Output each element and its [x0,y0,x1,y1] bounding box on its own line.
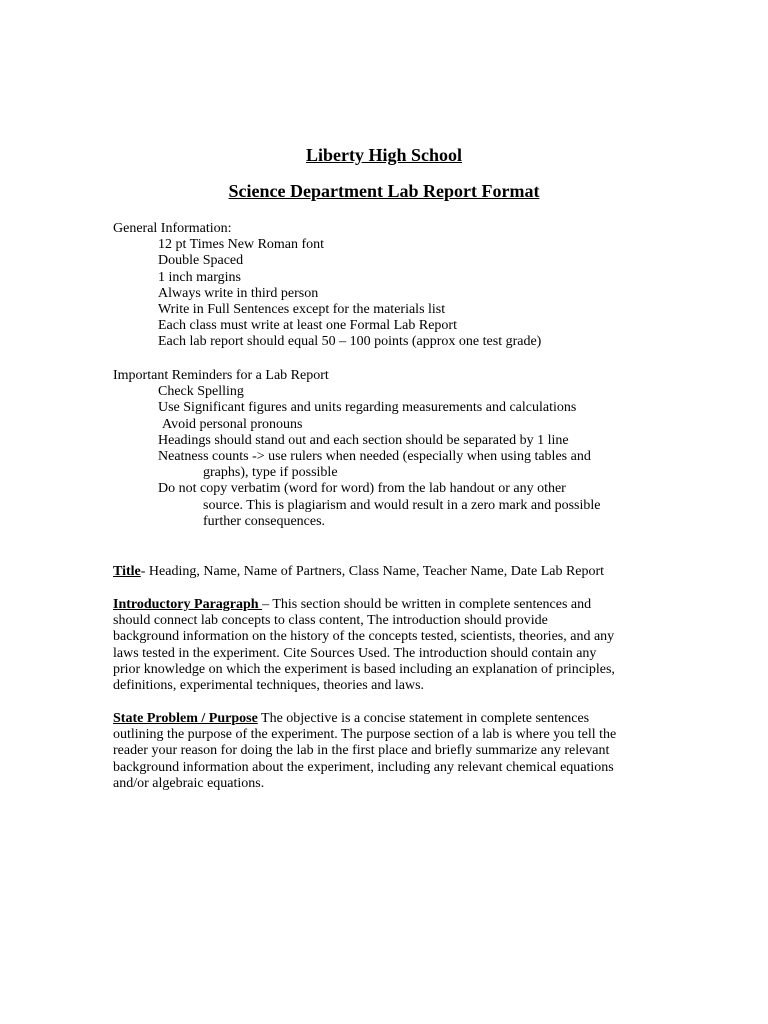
purpose-label: State Problem / Purpose [113,711,258,726]
list-item: Check Spelling [158,384,244,400]
paragraph-line: The objective is a concise statement in complete sentences [257,711,590,726]
paragraph-line: outlining the purpose of the experiment. The purpose section of a lab is where you tell the [113,727,617,743]
paragraph-line: reader your reason for doing the lab in the first place and briefly summarize any relevant [113,743,610,759]
list-item: Double Spaced [158,253,244,269]
list-item-continuation: graphs), type if possible [203,465,338,481]
list-item: Headings should stand out and each section should be separated by 1 line [158,432,569,448]
department-title: Science Department Lab Report Format [228,181,540,201]
list-item: 1 inch margins [158,269,241,285]
important-reminders-section [113,368,673,530]
list-item: Use Significant figures and units regarding measurements and calculations [158,400,577,416]
important-reminders-heading: Important Reminders for a Lab Report [113,368,329,383]
list-item: Neatness counts -> use rulers when needed (especially when using tables and [158,449,591,465]
paragraph-line: laws tested in the experiment. Cite Sources Used. The introduction should contain any [113,645,597,661]
paragraph-line: and/or algebraic equations. [113,775,265,791]
list-item: Write in Full Sentences except for the materials list [158,302,446,318]
paragraph-line: background information about the experiment, including any relevant chemical equations [113,759,614,775]
school-title: Liberty High School [305,145,462,165]
paragraph-line: background information on the history of the concepts tested, scientists, theories, and any [113,629,615,645]
title-label: Title [113,564,141,579]
list-item-continuation: source. This is plagiarism and would result in a zero mark and possible [203,497,601,513]
paragraph-line: – This section should be written in complete sentences and [262,597,592,612]
list-item: Avoid personal pronouns [162,416,303,432]
list-item-continuation: further consequences. [203,513,326,529]
title-section [113,564,658,580]
general-information-section [113,221,673,351]
list-item: Each lab report should equal 50 – 100 points (approx one test grade) [158,334,542,350]
general-information-heading: General Information: [113,221,232,236]
paragraph-line: prior knowledge on which the experiment is based including an explanation of principles, [113,661,615,677]
list-item: 12 pt Times New Roman font [158,237,325,253]
list-item: Each class must write at least one Formal Lab Report [158,318,457,334]
paragraph-line: definitions, experimental techniques, theories and laws. [113,678,425,694]
list-item: Do not copy verbatim (word for word) from the lab handout or any other [158,481,566,497]
title-description: - Heading, Name, Name of Partners, Class Name, Teacher Name, Date Lab Report [140,564,605,579]
list-item: Always write in third person [158,285,319,301]
introductory-paragraph-section [113,597,658,694]
purpose-section [113,711,658,792]
introductory-paragraph-label: Introductory Paragraph [113,597,263,612]
paragraph-line: should connect lab concepts to class content, The introduction should provide [113,613,548,629]
